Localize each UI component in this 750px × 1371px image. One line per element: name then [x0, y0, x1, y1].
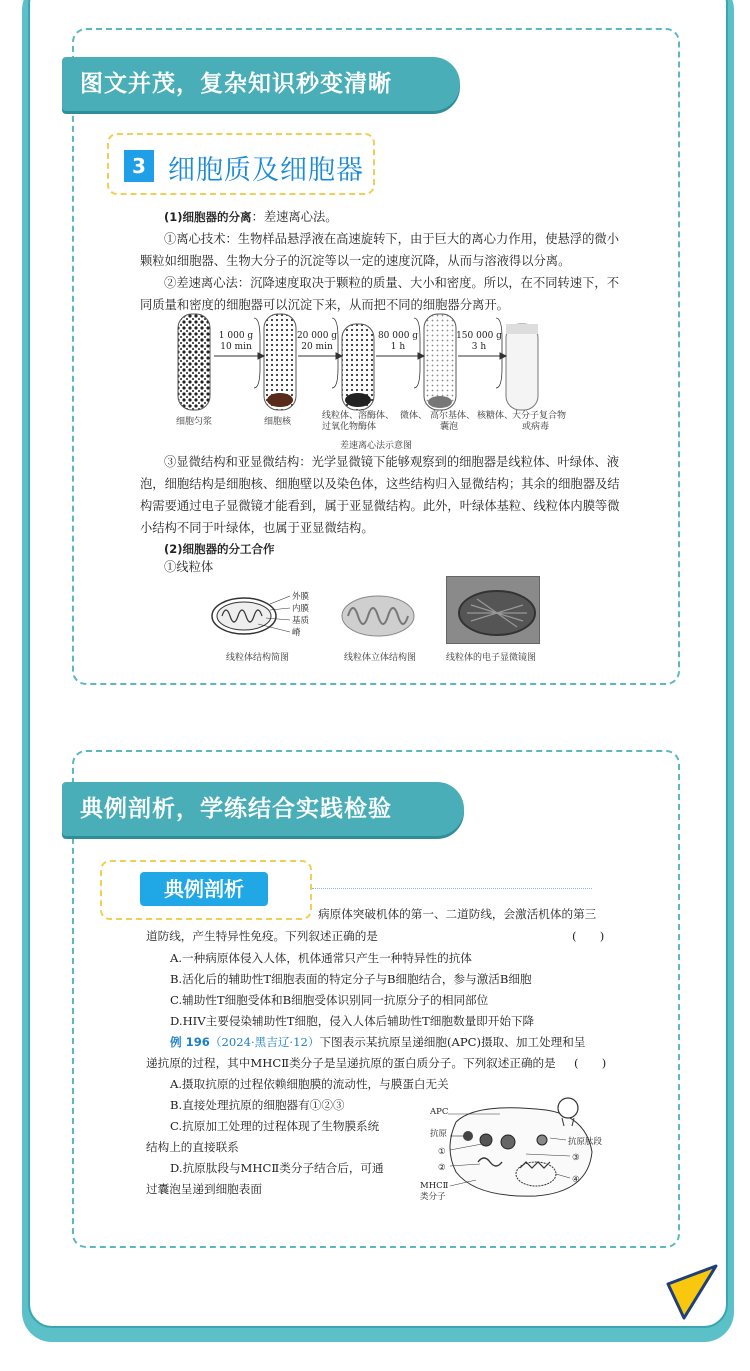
tube-label: 过氧化物酶体 [322, 422, 377, 432]
question-line: 递抗原的过程，其中MHCⅡ类分子是呈递抗原的蛋白质分子。下列叙述正确的是 [146, 1056, 556, 1070]
step4-g: 150 000 g [456, 331, 502, 341]
section-number: 3 [124, 150, 154, 182]
option-b: B.活化后的辅助性T细胞表面的特定分子与B细胞结合，参与激活B细胞 [170, 972, 532, 986]
heading-division: (2)细胞器的分工合作 [164, 542, 275, 556]
mito-caption: 线粒体立体结构图 [344, 653, 417, 663]
option-d: D.HIV主要侵染辅助性T细胞，侵入人体后辅助性T细胞数量即开始下降 [170, 1014, 535, 1028]
mito-part-label: 外膜 [292, 592, 310, 602]
dotted-rule [312, 888, 592, 889]
mhc-label-2: 类分子 [420, 1192, 446, 1202]
banner-illustrations: 图文并茂，复杂知识秒变清晰 [62, 57, 460, 111]
para-line: 构需要通过电子显微镜才能看到，属于亚显微结构。此外，叶绿体基粒、线粒体内膜等微 [140, 499, 620, 513]
mitochondria-em-image [446, 576, 540, 644]
option-c-cont: 结构上的直接联系 [146, 1140, 239, 1154]
mhc-label: MHCⅡ [420, 1181, 449, 1191]
mito-caption: 线粒体的电子显微镜图 [446, 653, 537, 663]
step3-g: 80 000 g [377, 331, 419, 341]
tube-label: 细胞核 [264, 417, 292, 427]
para-line: ③显微结构和亚显微结构：光学显微镜下能够观察到的细胞器是线粒体、叶绿体、液 [164, 455, 619, 469]
tube-label: 或病毒 [522, 422, 550, 432]
step3-t: 1 h [390, 342, 406, 352]
subheading-mitochondria: ①线粒体 [164, 560, 214, 574]
answer-paren: ( ) [574, 1056, 607, 1070]
para-line: 小结构不同于叶绿体，也属于亚显微结构。 [140, 521, 374, 535]
step2-g: 20 000 g [296, 331, 338, 341]
question-196-header: 例 196（2024·黑吉辽·12）下图表示某抗原呈递细胞(APC)摄取、加工处理和呈 [170, 1035, 586, 1049]
section-title: 细胞质及细胞器 [168, 155, 364, 186]
tube-label: 线粒体、溶酶体、 [322, 411, 395, 421]
para-line: 同质量和密度的细胞器可以沉淀下来，从而把不同的细胞器分离开。 [140, 298, 509, 312]
figure-caption: 差速离心法示意图 [340, 441, 413, 451]
option-d: D.抗原肽段与MHCⅡ类分子结合后，可通 [170, 1161, 384, 1175]
tube-label: 囊泡 [440, 422, 459, 432]
tube-nucleus [264, 314, 296, 410]
banner-examples: 典例剖析，学练结合实践检验 [62, 782, 464, 836]
answer-paren: ( ) [572, 929, 605, 943]
para-line: 颗粒如细胞器、生物大分子的沉淀等以一定的速度沉降，从而与溶液得以分离。 [140, 254, 571, 268]
option-a: A.一种病原体侵入人体，机体通常只产生一种特异性的抗体 [170, 951, 472, 965]
antigen-label: 抗原 [430, 1129, 448, 1139]
option-c: C.辅助性T细胞受体和B细胞受体识别同一抗原分子的相同部位 [170, 993, 489, 1007]
tube-mitochondria [342, 324, 374, 410]
tube-label: 大分子复合物 [512, 411, 567, 421]
option-d-cont: 过囊泡呈递到细胞表面 [146, 1182, 262, 1196]
tube-label: 微体、 [400, 411, 428, 421]
mito-part-label: 嵴 [292, 628, 301, 638]
question-line: 病原体突破机体的第一、二道防线，会激活机体的第三 [318, 907, 597, 921]
tube-label: 细胞匀浆 [176, 417, 213, 427]
num-2: ② [438, 1163, 446, 1173]
para-line: 泡，细胞结构是细胞核、细胞壁以及染色体，这些结构归入显微结构；其余的细胞器及结 [140, 477, 620, 491]
num-4: ④ [572, 1175, 580, 1185]
mitochondria-diagram [208, 588, 320, 644]
question-line: 道防线，产生特异性免疫。下列叙述正确的是 [146, 929, 378, 943]
mito-caption: 线粒体结构简图 [226, 653, 290, 663]
step4-t: 3 h [471, 342, 487, 352]
num-1: ① [438, 1147, 446, 1157]
tube-label: 高尔基体、 [430, 411, 476, 421]
option-a: A.摄取抗原的过程依赖细胞膜的流动性，与膜蛋白无关 [170, 1077, 449, 1091]
option-b: B.直接处理抗原的细胞器有①②③ [170, 1098, 345, 1112]
corner-fold-decoration [660, 1262, 722, 1322]
num-3: ③ [572, 1153, 580, 1163]
mito-part-label: 内膜 [292, 604, 310, 614]
tube-homogenate [178, 314, 210, 410]
para-line: ①离心技术：生物样品悬浮液在高速旋转下，由于巨大的离心力作用，使悬浮的微小 [164, 232, 619, 246]
step1-g: 1 000 g [218, 331, 254, 341]
apc-figure [416, 1092, 616, 1202]
tube-ribosomes [506, 324, 538, 410]
para-line: ②差速离心法：沉降速度取决于颗粒的质量、大小和密度。所以，在不同转速下，不 [164, 276, 619, 290]
mito-part-label: 基质 [292, 616, 310, 626]
tube-microsomes [424, 314, 456, 410]
example-tag: 典例剖析 [140, 872, 268, 906]
mitochondria-3d-image [338, 586, 418, 642]
tube-label: 核糖体、 [477, 411, 514, 421]
heading-separation: (1)细胞器的分离：差速离心法。 [164, 210, 338, 224]
step1-t: 10 min [220, 342, 252, 352]
peptide-label: 抗原肽段 [568, 1137, 603, 1147]
step2-t: 20 min [301, 342, 333, 352]
apc-label: APC [430, 1107, 449, 1117]
option-c: C.抗原加工处理的过程体现了生物膜系统 [170, 1119, 380, 1133]
